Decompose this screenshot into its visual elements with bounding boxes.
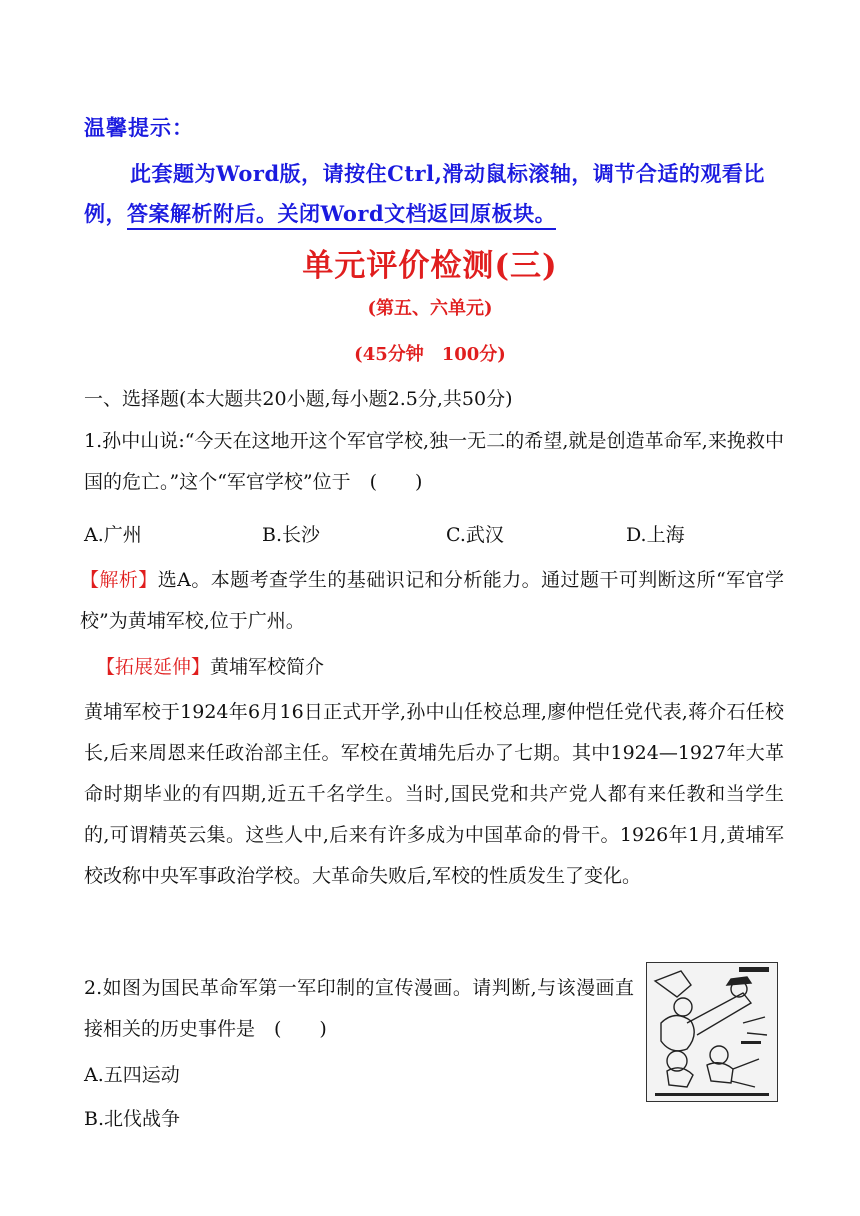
extension-text: 黄埔军校于1924年6月16日正式开学,孙中山任校总理,廖仲恺任党代表,蒋介石任校长,后来周恩来任政治部主任。军校在黄埔先后办了七期。其中1924—1927年大革命时期毕业的有四期,近五千名学生。当时,国民党和共产党人都有来任教和当学生的,可谓精英云集。这些人中,后来有许多成为中国革命的骨干。1926年1月,黄埔军校改称中央军事政治学校。大革命失败后,军校的性质发生了变化。: [84, 701, 784, 887]
extension-tag: 【拓展延伸】: [96, 656, 211, 678]
unit-subtitle: (第五、六单元): [367, 298, 493, 319]
question-2-stem: 2.如图为国民革命军第一军印制的宣传漫画。请判断,与该漫画直接相关的历史事件是 ( ): [84, 977, 634, 1040]
tip-body-underlined: 答案解析附后。关闭Word文档返回原板块。: [127, 201, 556, 230]
cartoon-drawing: [647, 963, 777, 1101]
time-score: (45分钟 100分): [354, 344, 506, 365]
analysis-tag: 【解析】: [80, 569, 158, 591]
propaganda-cartoon-image: [646, 962, 778, 1102]
q1-option-a: A.广州: [84, 524, 142, 546]
extension-heading: [96, 652, 324, 679]
page-title: 单元评价检测(三): [302, 248, 558, 284]
extension-title: 黄埔军校简介: [210, 656, 325, 678]
q2-option-b: B.北伐战争: [84, 1108, 181, 1130]
tip-title: 温馨提示：: [84, 115, 194, 140]
question-1-stem: 1.孙中山说:“今天在这地开这个军官学校,独一无二的希望,就是创造革命军,来挽救中国的危亡。”这个“军官学校”位于 ( ): [84, 430, 784, 493]
section-heading: 一、选择题(本大题共20小题,每小题2.5分,共50分): [84, 388, 513, 410]
q2-option-a: A.五四运动: [84, 1064, 180, 1086]
analysis-text: 选A。本题考查学生的基础识记和分析能力。通过题干可判断这所“军官学校”为黄埔军校,位于广州。: [80, 569, 784, 632]
q1-option-d: D.上海: [626, 524, 685, 546]
q1-analysis: [80, 560, 784, 642]
q1-option-c: C.武汉: [446, 524, 504, 546]
tip-body: [84, 154, 784, 234]
tip-body-text: 此套题为Word版，请按住Ctrl,滑动鼠标滚轴，调节合适的观看比例，: [84, 161, 765, 226]
q1-option-b: B.长沙: [262, 524, 321, 546]
